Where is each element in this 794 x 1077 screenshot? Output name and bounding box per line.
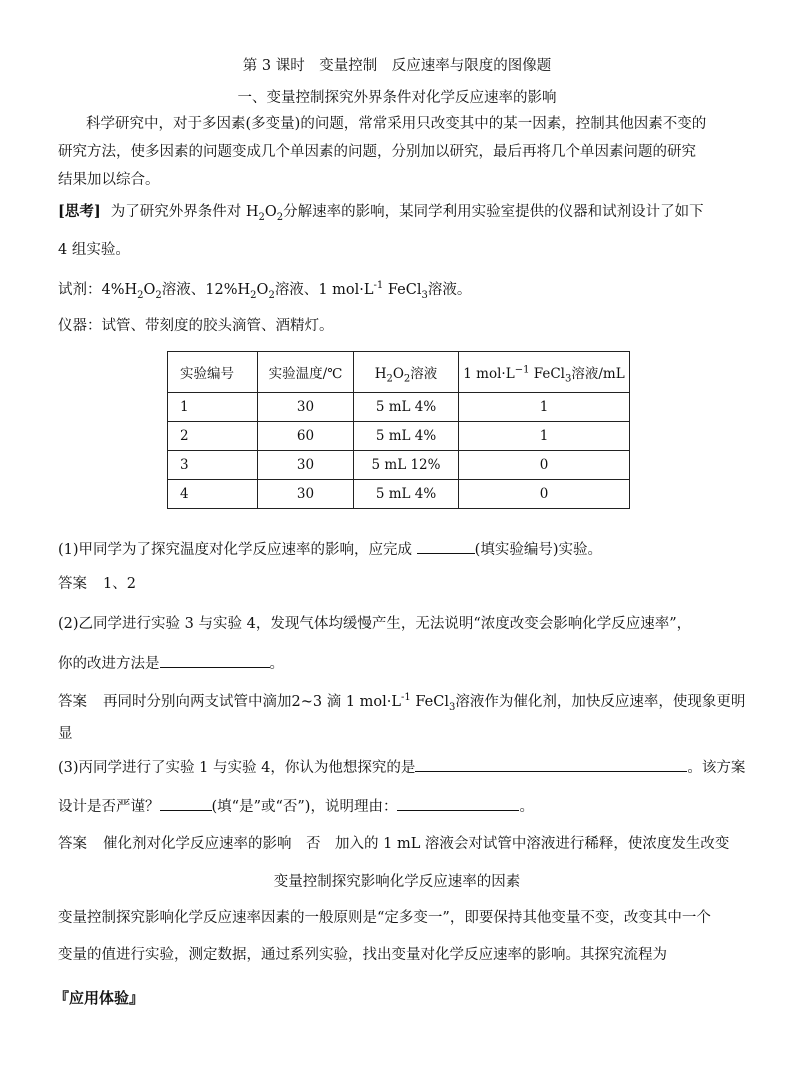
section-heading: 一、变量控制探究外界条件对化学反应速率的影响 bbox=[237, 90, 557, 106]
reagent-2: $12\%H_2O_2$溶液、 bbox=[205, 282, 319, 301]
cell-h2o2: 5 mL 4% bbox=[354, 422, 459, 451]
apply-heading: 『应用体验』 bbox=[54, 989, 145, 1007]
answer-2: 答案 再同时分别向两支试管中滴加2~3 滴 1 $mol\cdot L^{-1}$ FeCl$_3$溶液作为催化剂，加快反应速率，使现象更明 bbox=[58, 692, 746, 713]
cell-fecl3: 1 bbox=[459, 393, 630, 422]
experiment-table bbox=[167, 351, 630, 509]
h2o2-formula: $H_2O_2$ bbox=[245, 204, 284, 223]
think-label: [思考] bbox=[58, 203, 101, 220]
cell-id: 2 bbox=[168, 422, 258, 451]
think-text-before: 为了研究外界条件对 bbox=[110, 204, 246, 220]
header-experiment-id: 实验编号 bbox=[168, 352, 258, 393]
question-2-line-1: (2)乙同学进行实验 3 与实验 4，发现气体均缓慢产生，无法说明“浓度改变会影响化学反应速率”， bbox=[58, 616, 692, 632]
answer-label: 答案 bbox=[58, 836, 87, 852]
question-1: (1)甲同学为了探究温度对化学反应速率的影响，应完成 (填实验编号)实验。 bbox=[58, 538, 602, 560]
header-h2o2-solution: $H_2O_2$溶液 bbox=[354, 352, 459, 393]
answer-blank-4[interactable] bbox=[160, 795, 212, 811]
table-header-row bbox=[168, 352, 630, 393]
answer-blank-2[interactable] bbox=[160, 652, 270, 668]
cell-temp: 30 bbox=[258, 451, 354, 480]
cell-fecl3: 0 bbox=[459, 451, 630, 480]
cell-fecl3: 0 bbox=[459, 480, 630, 509]
reagents-line bbox=[58, 280, 471, 300]
cell-temp: 30 bbox=[258, 393, 354, 422]
summary-line-2: 变量的值进行实验，测定数据，通过系列实验，找出变量对化学反应速率的影响。其探究流程为 bbox=[58, 947, 667, 963]
answer-blank-5[interactable] bbox=[397, 795, 519, 811]
intro-line-3: 结果加以综合。 bbox=[58, 172, 160, 188]
answer-3: 答案 催化剂对化学反应速率的影响 否 加入的 1 mL 溶液会对试管中溶液进行稀释，使浓度发生改变 bbox=[58, 836, 730, 852]
answer-blank-3[interactable] bbox=[415, 756, 687, 772]
intro-line-2: 研究方法，使多因素的问题变成几个单因素的问题，分别加以研究，最后再将几个单因素问题的研究 bbox=[58, 144, 696, 160]
lesson-title: 第 3 课时 变量控制 反应速率与限度的图像题 bbox=[242, 58, 552, 74]
think-paragraph bbox=[58, 202, 704, 222]
cell-fecl3: 1 bbox=[459, 422, 630, 451]
reagent-1: $4\%H_2O_2$溶液、 bbox=[101, 282, 206, 301]
instruments-line: 仪器：试管、带刻度的胶头滴管、酒精灯。 bbox=[58, 318, 334, 334]
question-3-line-2: 设计是否严谨？ (填“是”或“否”)，说明理由： 。 bbox=[58, 795, 534, 817]
reagents-label: 试剂： bbox=[58, 282, 102, 298]
summary-line-1: 变量控制探究影响化学反应速率因素的一般原则是“定多变一”，即要保持其他变量不变，改变其中一个 bbox=[58, 910, 711, 926]
cell-temp: 30 bbox=[258, 480, 354, 509]
table-row bbox=[168, 422, 630, 451]
reagent-3: 1 $mol\cdot L^{-1}$ FeCl$_3$溶液。 bbox=[318, 280, 472, 301]
cell-id: 3 bbox=[168, 451, 258, 480]
header-fecl3-solution: 1 $mol\cdot L^{-1}$ FeCl$_3$溶液/mL bbox=[459, 352, 630, 393]
answer-label: 答案 bbox=[58, 694, 87, 710]
answer-2-line-2: 显 bbox=[58, 726, 73, 742]
table-row bbox=[168, 480, 630, 509]
cell-id: 4 bbox=[168, 480, 258, 509]
cell-h2o2: 5 mL 4% bbox=[354, 480, 459, 509]
think-line-2: 4 组实验。 bbox=[58, 242, 130, 258]
cell-h2o2: 5 mL 4% bbox=[354, 393, 459, 422]
think-text-after: 分解速率的影响，某同学利用实验室提供的仪器和试剂设计了如下 bbox=[283, 204, 704, 220]
answer-label: 答案 bbox=[58, 576, 87, 592]
table-row bbox=[168, 393, 630, 422]
table-row bbox=[168, 451, 630, 480]
cell-id: 1 bbox=[168, 393, 258, 422]
cell-h2o2: 5 mL 12% bbox=[354, 451, 459, 480]
cell-temp: 60 bbox=[258, 422, 354, 451]
summary-title: 变量控制探究影响化学反应速率的因素 bbox=[273, 874, 521, 890]
header-temperature: 实验温度/℃ bbox=[258, 352, 354, 393]
question-3-line-1: (3)丙同学进行了实验 1 与实验 4，你认为他想探究的是 。该方案 bbox=[58, 756, 745, 778]
answer-blank-1[interactable] bbox=[417, 538, 475, 554]
intro-line-1: 科学研究中，对于多因素(多变量)的问题，常常采用只改变其中的某一因素，控制其他因素不变的 bbox=[86, 116, 707, 132]
question-2-line-2: 你的改进方法是 。 bbox=[58, 652, 284, 674]
answer-1: 答案 1、2 bbox=[58, 576, 136, 592]
